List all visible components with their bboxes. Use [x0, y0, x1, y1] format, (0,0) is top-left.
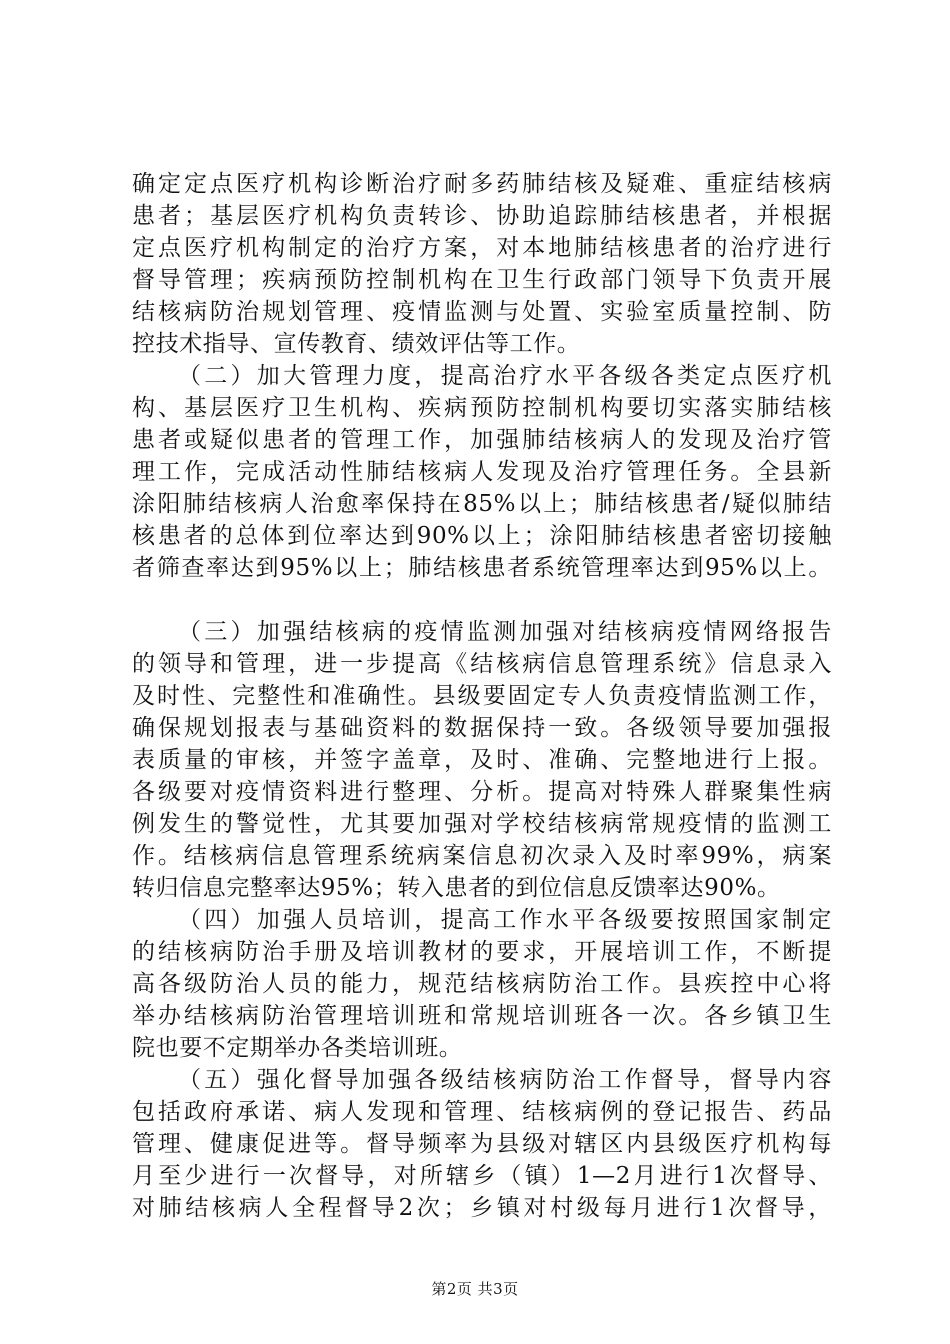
text-line: 转归信息完整率达95%；转入患者的到位信息反馈率达90%。 — [132, 875, 781, 901]
paragraph-spacer — [132, 584, 832, 616]
document-body — [132, 168, 832, 1224]
text-line: 院也要不定期举办各类培训班。 — [132, 1035, 463, 1061]
text-line: 核患者的总体到位率达到90%以上；涂阳肺结核患者密切接触 — [132, 523, 832, 549]
text-line: 涂阳肺结核病人治愈率保持在85%以上；肺结核患者/疑似肺结 — [132, 491, 832, 517]
text-line: 对肺结核病人全程督导2次；乡镇对村级每月进行1次督导， — [132, 1195, 832, 1221]
text-line: 控技术指导、宣传教育、绩效评估等工作。 — [132, 331, 581, 357]
text-line: 各级要对疫情资料进行整理、分析。提高对特殊人群聚集性病 — [132, 779, 832, 805]
text-line: （二）加大管理力度，提高治疗水平各级各类定点医疗机 — [178, 363, 832, 389]
text-line: 作。结核病信息管理系统病案信息初次录入及时率99%，病案 — [132, 843, 832, 869]
text-line: 者筛查率达到95%以上；肺结核患者系统管理率达到95%以上。 — [132, 555, 832, 581]
text-line: （五）强化督导加强各级结核病防治工作督导，督导内容 — [178, 1067, 832, 1093]
text-line: 的领导和管理，进一步提高《结核病信息管理系统》信息录入 — [132, 651, 832, 677]
text-line: 包括政府承诺、病人发现和管理、结核病例的登记报告、药品 — [132, 1099, 832, 1125]
paragraph-5 — [132, 1064, 832, 1224]
text-line: 月至少进行一次督导，对所辖乡（镇）1—2月进行1次督导、 — [132, 1163, 832, 1189]
text-line: 举办结核病防治管理培训班和常规培训班各一次。各乡镇卫生 — [132, 1003, 832, 1029]
text-line: 确定定点医疗机构诊断治疗耐多药肺结核及疑难、重症结核病 — [132, 171, 832, 197]
text-line: 及时性、完整性和准确性。县级要固定专人负责疫情监测工作， — [132, 683, 832, 709]
text-line: 的结核病防治手册及培训教材的要求，开展培训工作，不断提 — [132, 939, 832, 965]
text-line: 理工作，完成活动性肺结核病人发现及治疗管理任务。全县新 — [132, 459, 832, 485]
text-line: 例发生的警觉性，尤其要加强对学校结核病常规疫情的监测工 — [132, 811, 832, 837]
paragraph-3 — [132, 616, 832, 904]
paragraph-2 — [132, 360, 832, 584]
text-line: 高各级防治人员的能力，规范结核病防治工作。县疾控中心将 — [132, 971, 832, 997]
text-line: 构、基层医疗卫生机构、疾病预防控制机构要切实落实肺结核 — [132, 395, 832, 421]
text-line: 管理、健康促进等。督导频率为县级对辖区内县级医疗机构每 — [132, 1131, 832, 1157]
text-line: 患者或疑似患者的管理工作，加强肺结核病人的发现及治疗管 — [132, 427, 832, 453]
text-line: （三）加强结核病的疫情监测加强对结核病疫情网络报告 — [178, 619, 832, 645]
text-line: 结核病防治规划管理、疫情监测与处置、实验室质量控制、防 — [132, 299, 832, 325]
text-line: 督导管理；疾病预防控制机构在卫生行政部门领导下负责开展 — [132, 267, 832, 293]
paragraph-4 — [132, 904, 832, 1064]
text-line: （四）加强人员培训，提高工作水平各级要按照国家制定 — [178, 907, 832, 933]
text-line: 定点医疗机构制定的治疗方案，对本地肺结核患者的治疗进行 — [132, 235, 832, 261]
page-number-footer: 第2页 共3页 — [431, 1280, 519, 1298]
text-line: 表质量的审核，并签字盖章，及时、准确、完整地进行上报。 — [132, 747, 832, 773]
text-line: 患者；基层医疗机构负责转诊、协助追踪肺结核患者，并根据 — [132, 203, 832, 229]
text-line: 确保规划报表与基础资料的数据保持一致。各级领导要加强报 — [132, 715, 832, 741]
paragraph-1 — [132, 168, 832, 360]
